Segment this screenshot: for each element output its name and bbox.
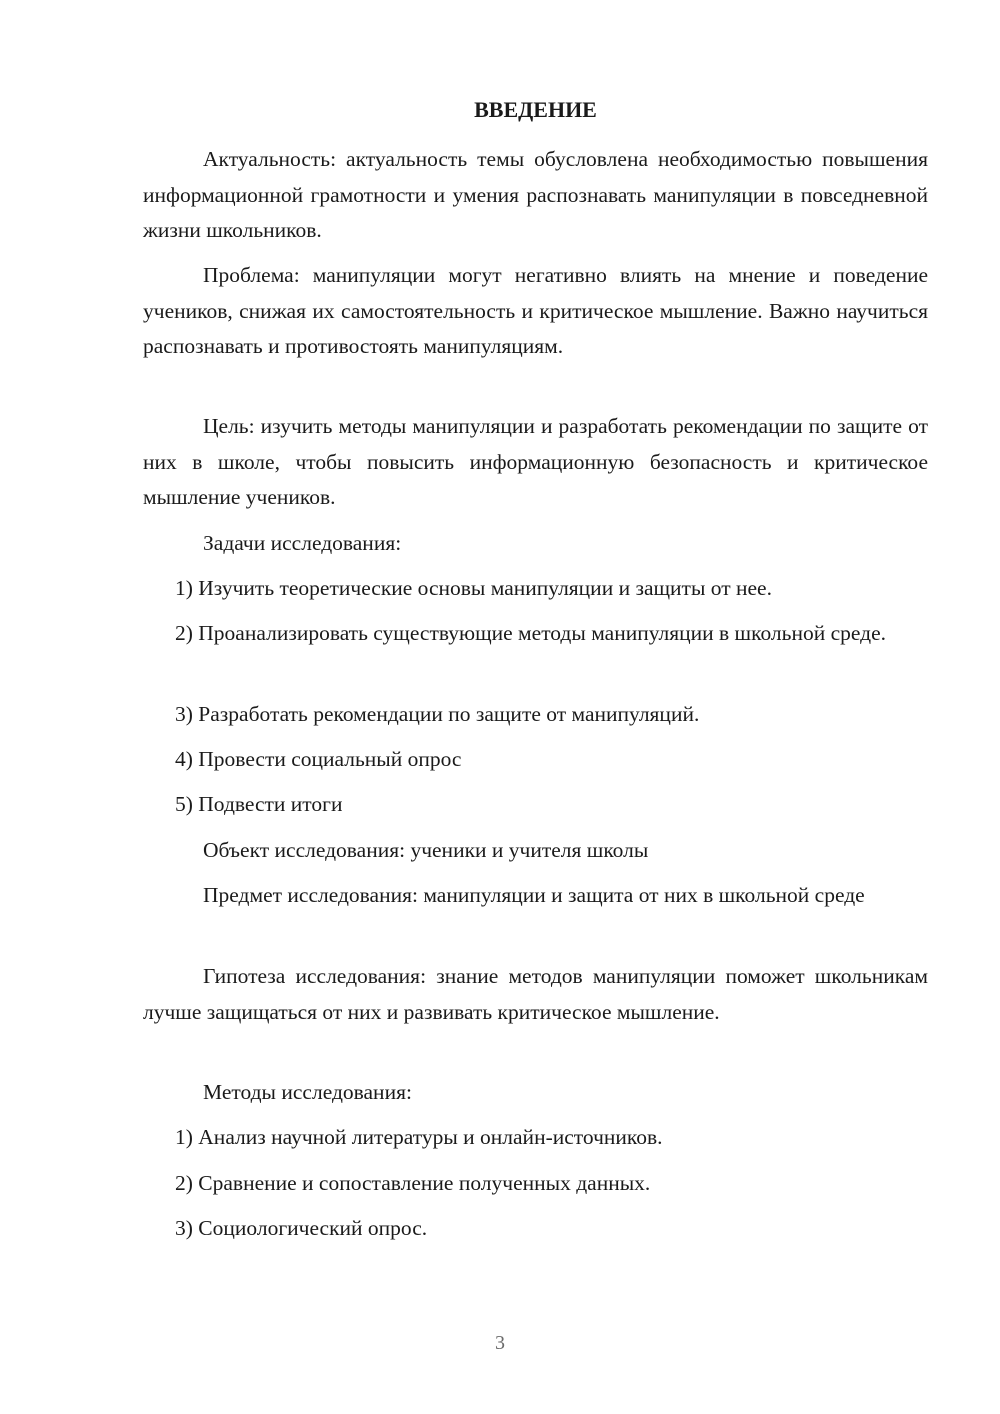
tasks-heading: Задачи исследования: bbox=[203, 531, 402, 555]
task-item-3: 3) Разработать рекомендации по защите от манипуляций. bbox=[175, 702, 700, 726]
task-item-2: 2) Проанализировать существующие методы манипуляции в школьной среде. bbox=[175, 621, 887, 645]
methods-heading: Методы исследования: bbox=[203, 1080, 412, 1104]
document-page bbox=[143, 0, 928, 1414]
task-item-4: 4) Провести социальный опрос bbox=[175, 747, 462, 771]
method-item-1: 1) Анализ научной литературы и онлайн-источников. bbox=[175, 1125, 663, 1149]
goal-paragraph: Цель: изучить методы манипуляции и разработать рекомендации по защите от них в школе, чтобы повысить информационную безопасность и критическое мышление учеников. bbox=[143, 414, 928, 509]
method-item-2: 2) Сравнение и сопоставление полученных данных. bbox=[175, 1171, 651, 1195]
section-heading: ВВЕДЕНИЕ bbox=[474, 97, 597, 122]
object-paragraph: Объект исследования: ученики и учителя школы bbox=[203, 838, 649, 862]
subject-paragraph: Предмет исследования: манипуляции и защита от них в школьной среде bbox=[203, 883, 865, 907]
task-item-1: 1) Изучить теоретические основы манипуляции и защиты от нее. bbox=[175, 576, 772, 600]
page-number: 3 bbox=[495, 1332, 505, 1354]
hypothesis-paragraph: Гипотеза исследования: знание методов манипуляции поможет школьникам лучше защищаться от них и развивать критическое мышление. bbox=[143, 964, 928, 1024]
relevance-paragraph: Актуальность: актуальность темы обусловлена необходимостью повышения информационной грамотности и умения распознавать манипуляции в повседневной жизни школьников. bbox=[143, 147, 928, 242]
method-item-3: 3) Социологический опрос. bbox=[175, 1216, 428, 1240]
task-item-5: 5) Подвести итоги bbox=[175, 792, 343, 816]
problem-paragraph: Проблема: манипуляции могут негативно влиять на мнение и поведение учеников, снижая их самостоятельность и критическое мышление. Важно научиться распознавать и противостоять манипуляциям. bbox=[143, 263, 928, 358]
